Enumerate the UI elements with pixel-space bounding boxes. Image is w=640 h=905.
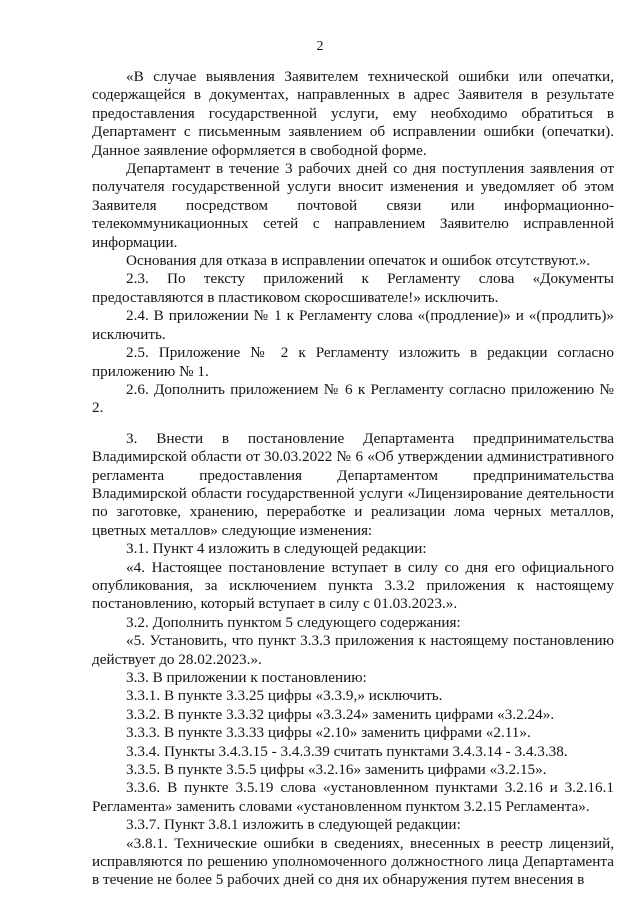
paragraph: «5. Установить, что пункт 3.3.3 приложения к настоящему постановлению действует до 28.02.2023.». xyxy=(92,632,614,668)
paragraph: 2.5. Приложение № 2 к Регламенту изложить в редакции согласно приложению № 1. xyxy=(92,344,614,380)
paragraph: 3.1. Пункт 4 изложить в следующей редакции: xyxy=(126,540,427,558)
paragraph: 3.3.2. В пункте 3.3.32 цифры «3.3.24» заменить цифрами «3.2.24». xyxy=(126,705,555,723)
paragraph: Департамент в течение 3 рабочих дней со дня поступления заявления от получателя государственной услуги вносит изменения и уведомляет об этом Заявителя посредством почтовой связи или информационно-телекоммуникационных сетей с направлением Заявителю исправленной информации. xyxy=(92,160,614,251)
paragraph: «3.8.1. Технические ошибки в сведениях, внесенных в реестр лицензий, исправляются по решению уполномоченного должностного лица Департамента в течение не более 5 рабочих дней со дня их обнаружения путем внесения в xyxy=(92,834,614,889)
paragraph: «4. Настоящее постановление вступает в силу со дня его официального опубликования, за исключением пункта 3.3.2 приложения к настоящему постановлению, который вступает в силу с 01.03.2023.». xyxy=(92,558,614,613)
paragraph: 3.3.5. В пункте 3.5.5 цифры «3.2.16» заменить цифрами «3.2.15». xyxy=(126,761,547,779)
paragraph: 3.3. В приложении к постановлению: xyxy=(126,669,367,686)
paragraph: 3.3.3. В пункте 3.3.33 цифры «2.10» заменить цифрами «2.11». xyxy=(126,724,531,742)
paragraph: Основания для отказа в исправлении опечаток и ошибок отсутствуют.». xyxy=(126,252,591,270)
paragraph: 2.4. В приложении № 1 к Регламенту слова «(продление)» и «(продлить)» исключить. xyxy=(92,307,614,343)
paragraph: 3.2. Дополнить пунктом 5 следующего содержания: xyxy=(126,613,461,631)
document-body xyxy=(92,68,614,890)
paragraph: 3.3.4. Пункты 3.4.3.15 - 3.4.3.39 считать пунктами 3.4.3.14 - 3.4.3.38. xyxy=(126,742,568,760)
paragraph: «В случае выявления Заявителем технической ошибки или опечатки, содержащейся в документах, направленных в адрес Заявителя в результате предоставления государственной услуги, ему необходимо обратиться в Департамент с письменным заявлением об исправлении ошибки (опечатки). Данное заявление оформляется в свободной форме. xyxy=(92,68,614,159)
paragraph: 2.6. Дополнить приложением № 6 к Регламенту согласно приложению № 2. xyxy=(92,380,614,417)
paragraph: 3. Внести в постановление Департамента предпринимательства Владимирской области от 30.03.2022 № 6 «Об утверждении административного регламента предоставления Департаментом предпринимательства Владимирской области государственной услуги «Лицензирование деятельности по заготовке, хранению, переработке и реализации лома черных металлов, цветных металлов» следующие изменения: xyxy=(92,429,614,539)
paragraph: 2.3. По тексту приложений к Регламенту слова «Документы предоставляются в пластиковом скоросшивателе!» исключить. xyxy=(92,270,614,306)
paragraph: 3.3.7. Пункт 3.8.1 изложить в следующей редакции: xyxy=(126,816,461,834)
paragraph: 3.3.1. В пункте 3.3.25 цифры «3.3.9,» исключить. xyxy=(126,687,443,705)
paragraph: 3.3.6. В пункте 3.5.19 слова «установленном пунктами 3.2.16 и 3.2.16.1 Регламента» заменить словами «установленном пунктом 3.2.15 Регламента». xyxy=(92,779,614,815)
page-number: 2 xyxy=(316,39,324,54)
